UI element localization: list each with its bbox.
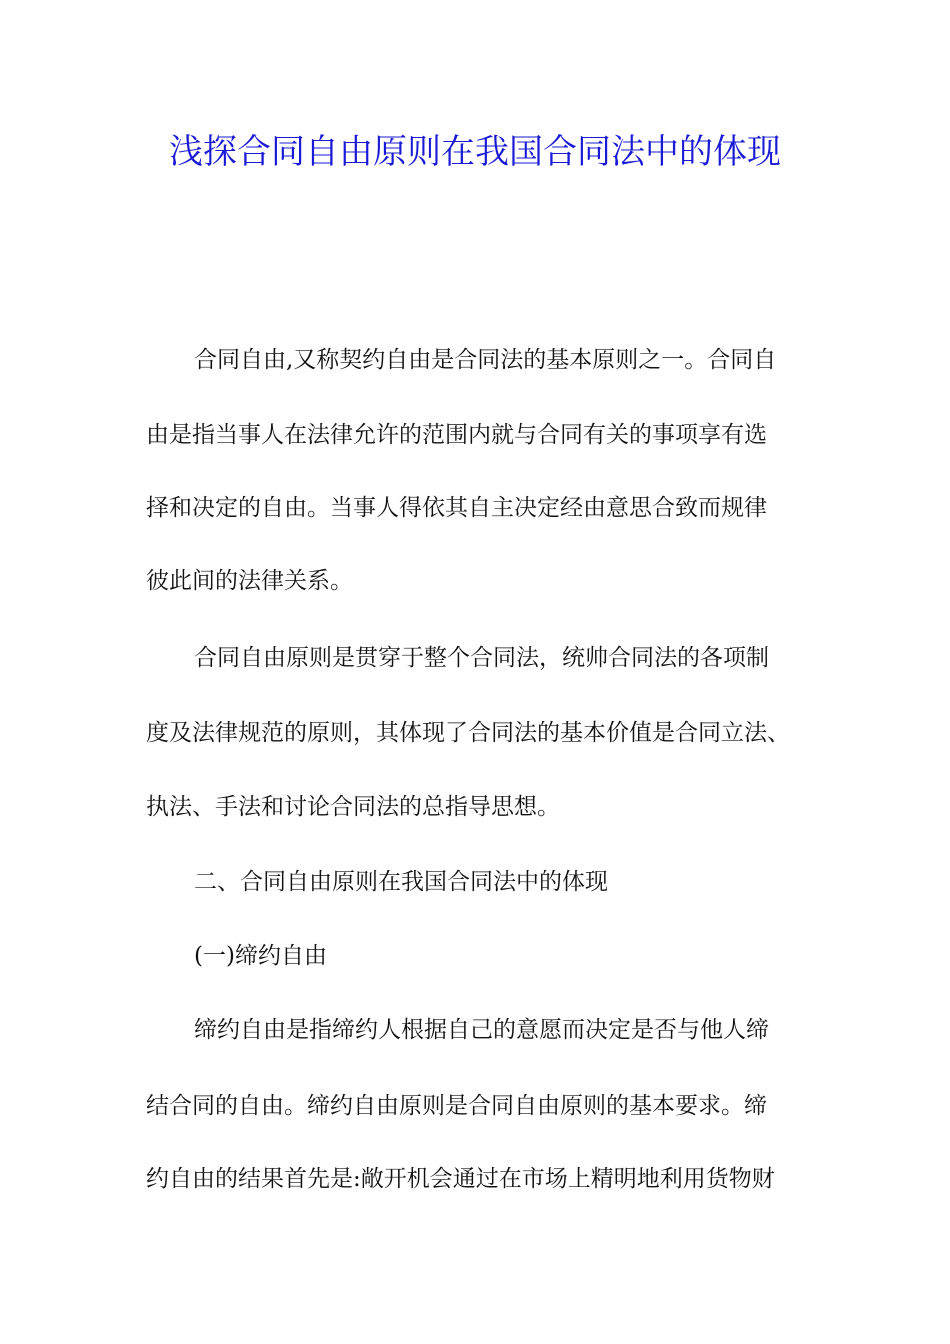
- paragraph-2-line-1: 合同自由原则是贯穿于整个合同法，统帅合同法的各项制: [194, 645, 769, 671]
- paragraph-2-line-3: 执法、手法和讨论合同法的总指导思想。: [146, 794, 560, 820]
- paragraph-1-line-1: 合同自由,又称契约自由是合同法的基本原则之一。合同自: [194, 347, 777, 373]
- paragraph-1-line-3: 择和决定的自由。当事人得依其自主决定经由意思合致而规律: [146, 495, 767, 521]
- section-heading: 二、合同自由原则在我国合同法中的体现: [194, 869, 608, 895]
- document-title: 浅探合同自由原则在我国合同法中的体现: [169, 132, 781, 172]
- paragraph-2-line-2: 度及法律规范的原则，其体现了合同法的基本价值是合同立法、: [146, 720, 790, 746]
- subsection-heading: (一)缔约自由: [194, 943, 327, 969]
- paragraph-3-line-3: 约自由的结果首先是:敞开机会通过在市场上精明地利用货物财: [146, 1166, 775, 1192]
- paragraph-3-line-2: 结合同的自由。缔约自由原则是合同自由原则的基本要求。缔: [146, 1093, 767, 1119]
- paragraph-1-line-2: 由是指当事人在法律允许的范围内就与合同有关的事项享有选: [146, 422, 767, 448]
- paragraph-3-line-1: 缔约自由是指缔约人根据自己的意愿而决定是否与他人缔: [194, 1017, 769, 1043]
- paragraph-1-line-4: 彼此间的法律关系。: [146, 568, 353, 594]
